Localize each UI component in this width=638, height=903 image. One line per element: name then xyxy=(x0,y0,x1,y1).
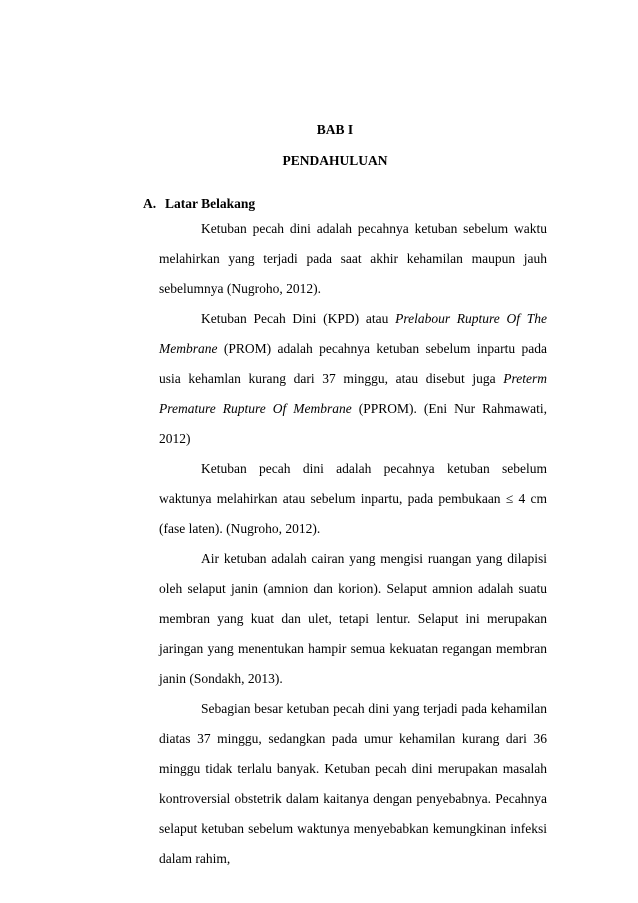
section-title: Latar Belakang xyxy=(165,196,256,211)
paragraph-3: Ketuban pecah dini adalah pecahnya ketuban sebelum waktunya melahirkan atau sebelum inpartu, pada pembukaan ≤ 4 cm (fase laten). (Nugroho, 2012). xyxy=(159,461,547,536)
paragraph-1: Ketuban pecah dini adalah pecahnya ketuban sebelum waktu melahirkan yang terjadi pada saat akhir kehamilan maupun jauh sebelumnya (Nugroho, 2012). xyxy=(159,221,547,296)
body-text xyxy=(159,214,547,874)
paragraph-2 xyxy=(159,304,547,454)
paragraph-2-part-e: (PPROM). (Eni Nur Rahmawati, 2012) xyxy=(159,401,547,446)
paragraph-2-part-c: (PROM) adalah pecahnya ketuban sebelum inpartu pada usia kehamlan kurang dari 37 minggu, atau disebut juga xyxy=(159,341,547,386)
paragraph-2-part-a: Ketuban Pecah Dini (KPD) atau xyxy=(201,311,396,326)
chapter-title: PENDAHULUAN xyxy=(282,153,388,168)
paragraph-4: Air ketuban adalah cairan yang mengisi ruangan yang dilapisi oleh selaput janin (amnion dan korion). Selaput amnion adalah suatu membran yang kuat dan ulet, tetapi lentur. Selaput ini merupakan jaringan yang menentukan hampir semua kekuatan regangan membran janin (Sondakh, 2013). xyxy=(159,551,547,686)
chapter-number: BAB I xyxy=(316,122,354,137)
section-heading xyxy=(143,196,255,212)
paragraph-5: Sebagian besar ketuban pecah dini yang terjadi pada kehamilan diatas 37 minggu, sedangkan pada umur kehamilan kurang dari 36 minggu tidak terlalu banyak. Ketuban pecah dini merupakan masalah kontroversial obstetrik dalam kaitanya dengan penyebabnya. Pecahnya selaput ketuban sebelum waktunya menyebabkan kemungkinan infeksi dalam rahim, xyxy=(159,701,547,866)
section-marker: A. xyxy=(143,196,157,211)
paragraph-2-italic-term: Prelabour Rupture Of The Membrane xyxy=(159,311,547,356)
paragraph-2-italic-term-2: Preterm Premature Rupture Of Membrane xyxy=(159,371,547,416)
